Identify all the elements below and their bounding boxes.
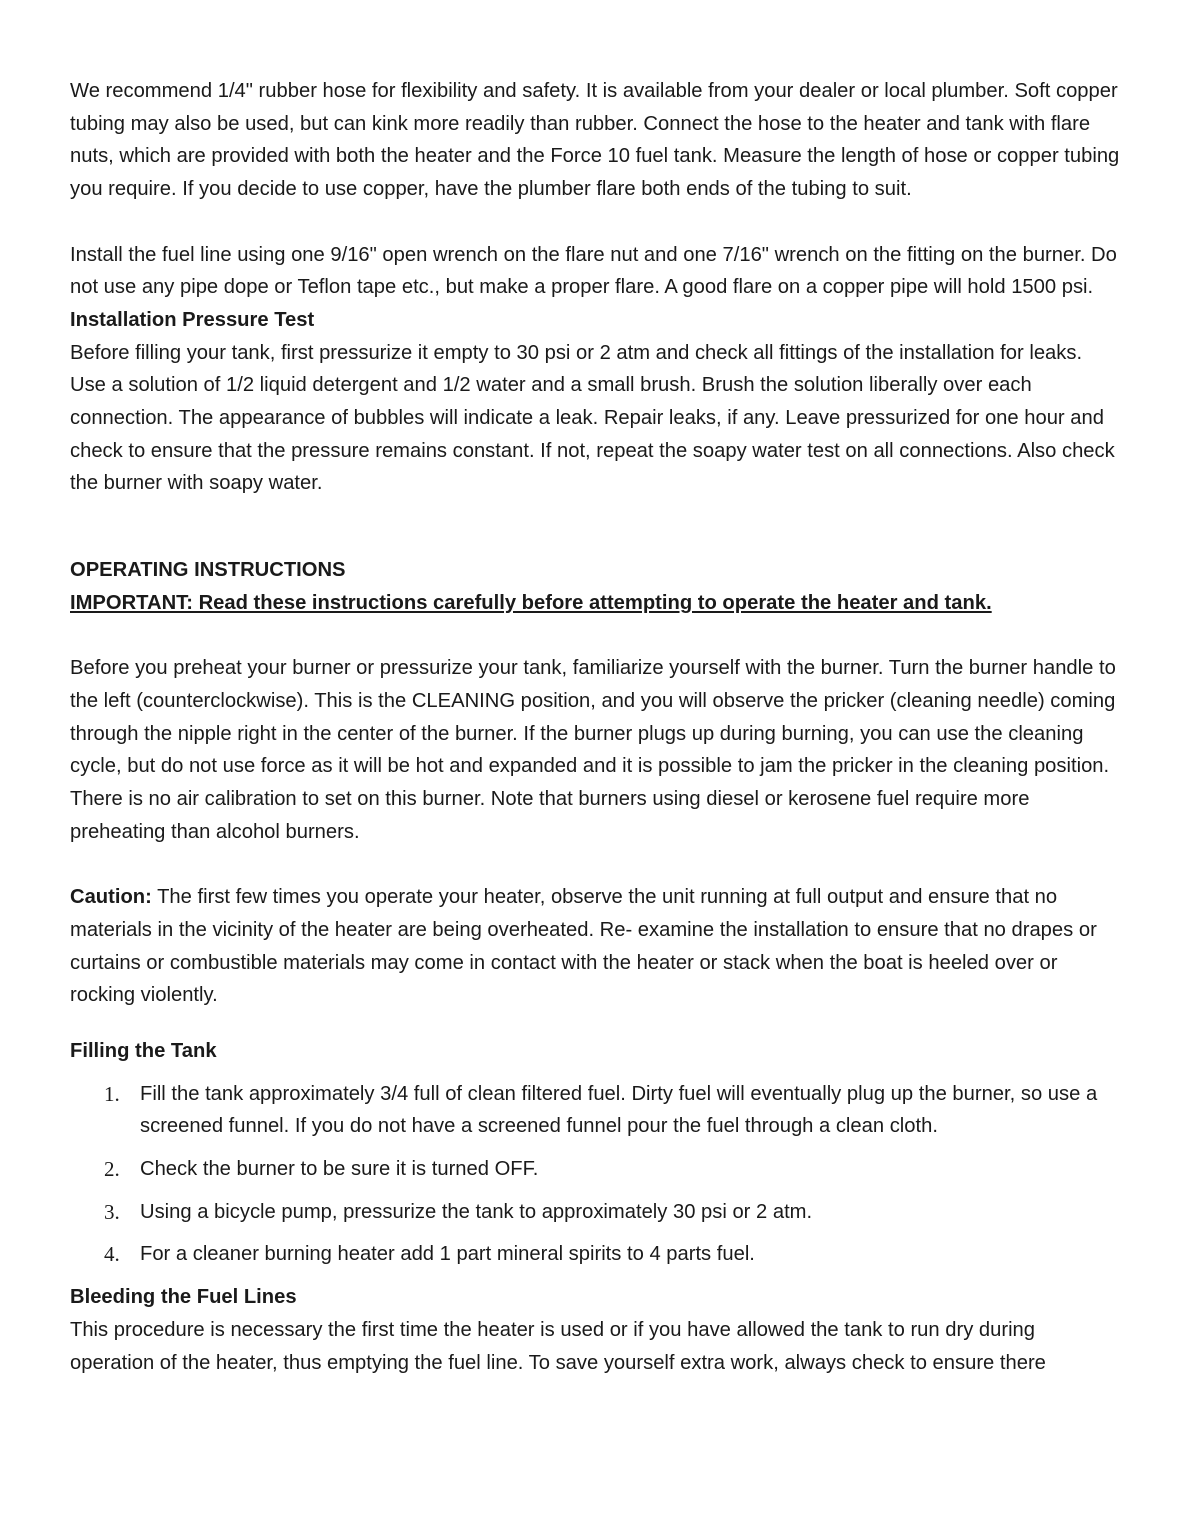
step-text: Using a bicycle pump, pressurize the tank to approximately 30 psi or 2 atm. bbox=[140, 1200, 813, 1223]
preheat-paragraph: Before you preheat your burner or pressurize your tank, familiarize yourself with the burner. Turn the burner handle to the left (counterclockwise). This is the CLEANING position, and you will observe the pricker (cleaning needle) coming through the nipple right in the center of the burner. If the burner plugs up during burning, you can use the cleaning cycle, but do not use force as it will be hot and expanded and it is possible to jam the pricker in the cleaning position. There is no air calibration to set on this burner. Note that burners using diesel or kerosene fuel require more preheating than alcohol burners. bbox=[70, 657, 1116, 843]
caution-paragraph bbox=[70, 881, 1122, 1012]
hose-paragraph: We recommend 1/4" rubber hose for flexibility and safety. It is available from your dealer or local plumber. Soft copper tubing may also be used, but can kink more readily than rubber. Connect the hose to the heater and tank with flare nuts, which are provided with both the heater and the Force 10 fuel tank. Measure the length of hose or copper tubing you require. If you decide to use copper, have the plumber flare both ends of the tubing to suit. bbox=[70, 80, 1120, 201]
step-number: 3. bbox=[104, 1199, 120, 1224]
step-text: Fill the tank approximately 3/4 full of clean filtered fuel. Dirty fuel will eventually plug up the burner, so use a screened funnel. If you do not have a screened funnel pour the fuel through a clean cloth. bbox=[140, 1082, 1098, 1138]
caution-label: Caution: bbox=[70, 886, 152, 909]
document-page bbox=[70, 75, 1122, 1379]
step-text: For a cleaner burning heater add 1 part mineral spirits to 4 parts fuel. bbox=[140, 1243, 755, 1266]
step-number: 1. bbox=[104, 1081, 120, 1106]
step-number: 2. bbox=[104, 1157, 120, 1182]
step-number: 4. bbox=[104, 1242, 120, 1267]
bleeding-fuel-lines-heading: Bleeding the Fuel Lines bbox=[70, 1286, 297, 1309]
pressure-test-heading: Installation Pressure Test bbox=[70, 308, 315, 331]
list-item bbox=[70, 1078, 1122, 1143]
list-item bbox=[70, 1196, 1122, 1229]
caution-text: The first few times you operate your heater, observe the unit running at full output and ensure that no materials in the vicinity of the heater are being overheated. Re- examine the installation to ensure that no drapes or curtains or combustible materials may come in contact with the heater or stack when the boat is heeled over or rocking violently. bbox=[70, 886, 1097, 1007]
install-paragraph: Install the fuel line using one 9/16" open wrench on the flare nut and one 7/16" wrench on the fitting on the burner. Do not use any pipe dope or Teflon tape etc., but make a proper flare. A good flare on a copper pipe will hold 1500 psi. bbox=[70, 243, 1117, 299]
list-item bbox=[70, 1153, 1122, 1186]
filling-tank-heading: Filling the Tank bbox=[70, 1039, 217, 1062]
step-text: Check the burner to be sure it is turned OFF. bbox=[140, 1158, 539, 1181]
filling-steps-list bbox=[70, 1078, 1122, 1272]
bleeding-paragraph: This procedure is necessary the first time the heater is used or if you have allowed the tank to run dry during operation of the heater, thus emptying the fuel line. To save yourself extra work, always check to ensure there bbox=[70, 1318, 1046, 1374]
pressure-test-paragraph: Before filling your tank, first pressurize it empty to 30 psi or 2 atm and check all fittings of the installation for leaks. Use a solution of 1/2 liquid detergent and 1/2 water and a small brush. Brush the solution liberally over each connection. The appearance of bubbles will indicate a leak. Repair leaks, if any. Leave pressurized for one hour and check to ensure that the pressure remains constant. If not, repeat the soapy water test on all connections. Also check the burner with soapy water. bbox=[70, 341, 1115, 495]
list-item bbox=[70, 1238, 1122, 1271]
operating-instructions-heading: OPERATING INSTRUCTIONS bbox=[70, 559, 346, 582]
important-notice: IMPORTANT: Read these instructions carefully before attempting to operate the heater and tank. bbox=[70, 591, 992, 614]
